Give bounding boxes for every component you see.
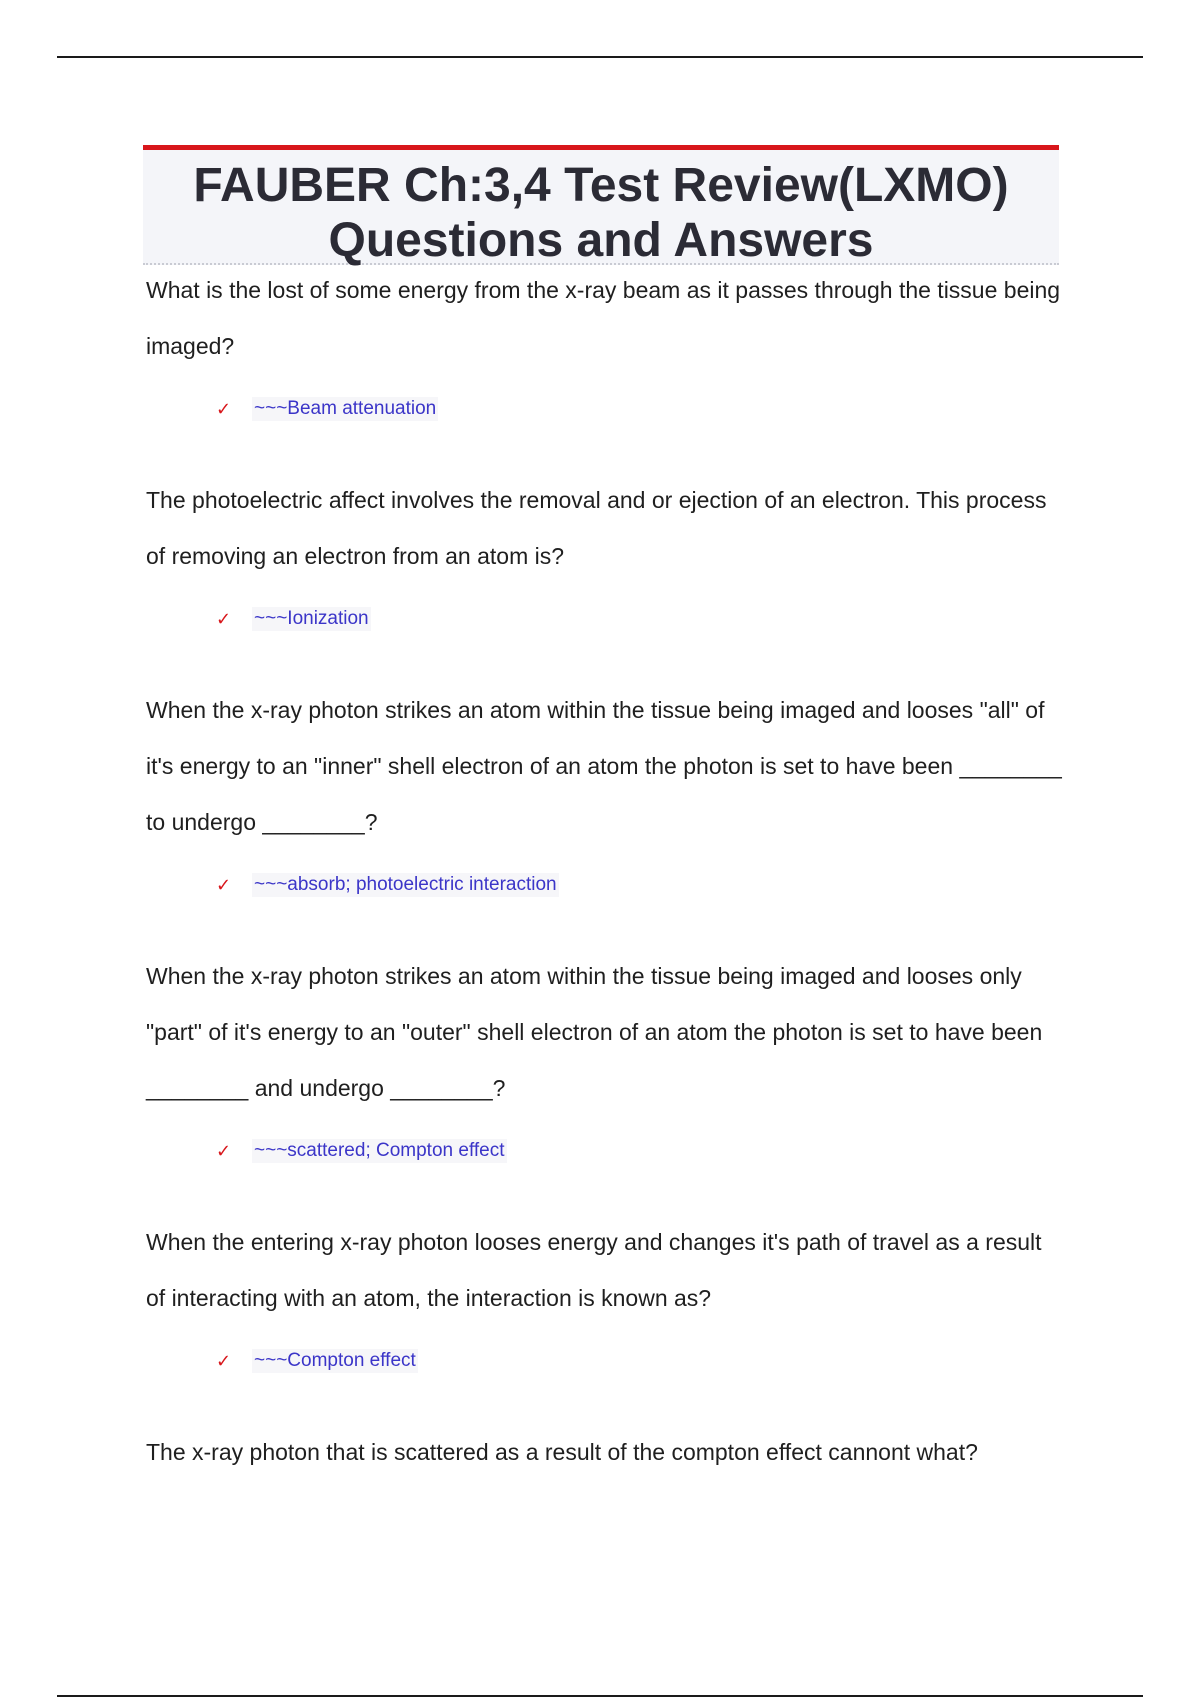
answer-text: ~~~scattered; Compton effect (254, 1140, 505, 1161)
page-title (143, 150, 1059, 268)
checkmark-icon: ✓ (216, 398, 232, 420)
question-text: When the entering x-ray photon looses energy and changes it's path of travel as a result of interacting with an atom, the interaction is known as? (146, 1229, 1042, 1311)
answer-text: ~~~Beam attenuation (254, 398, 437, 419)
answer-text: ~~~Ionization (254, 608, 369, 629)
title-line-1: FAUBER Ch:3,4 Test Review(LXMO) (193, 159, 1009, 212)
answer-row (216, 374, 1066, 444)
checkmark-icon: ✓ (216, 1350, 232, 1372)
checkmark-icon: ✓ (216, 608, 232, 630)
answer-row (216, 850, 1066, 920)
question-text: The x-ray photon that is scattered as a result of the compton effect cannont what? (146, 1439, 978, 1465)
qa-item (146, 1214, 1066, 1396)
answer-row (216, 1116, 1066, 1186)
bottom-rule (57, 1695, 1143, 1697)
title-line-2: Questions and Answers (328, 214, 874, 267)
qa-item (146, 682, 1066, 920)
qa-item (146, 262, 1066, 444)
qa-item (146, 948, 1066, 1186)
question-text: When the x-ray photon strikes an atom within the tissue being imaged and looses only "part" of it's energy to an "outer" shell electron of an atom the photon is set to have been ________ and undergo ________? (146, 963, 1043, 1101)
qa-list (146, 262, 1066, 1480)
qa-item (146, 472, 1066, 654)
answer-row (216, 1326, 1066, 1396)
checkmark-icon: ✓ (216, 1140, 232, 1162)
question-text: When the x-ray photon strikes an atom within the tissue being imaged and looses "all" of it's energy to an "inner" shell electron of an atom the photon is set to have been ________ to undergo ________? (146, 697, 1062, 835)
title-banner (143, 145, 1059, 265)
top-rule (57, 56, 1143, 58)
answer-text: ~~~absorb; photoelectric interaction (254, 874, 557, 895)
answer-row (216, 584, 1066, 654)
question-text: What is the lost of some energy from the x-ray beam as it passes through the tissue being imaged? (146, 277, 1061, 359)
question-text: The photoelectric affect involves the removal and or ejection of an electron. This process of removing an electron from an atom is? (146, 487, 1047, 569)
qa-item (146, 1424, 1066, 1480)
answer-text: ~~~Compton effect (254, 1350, 416, 1371)
checkmark-icon: ✓ (216, 874, 232, 896)
